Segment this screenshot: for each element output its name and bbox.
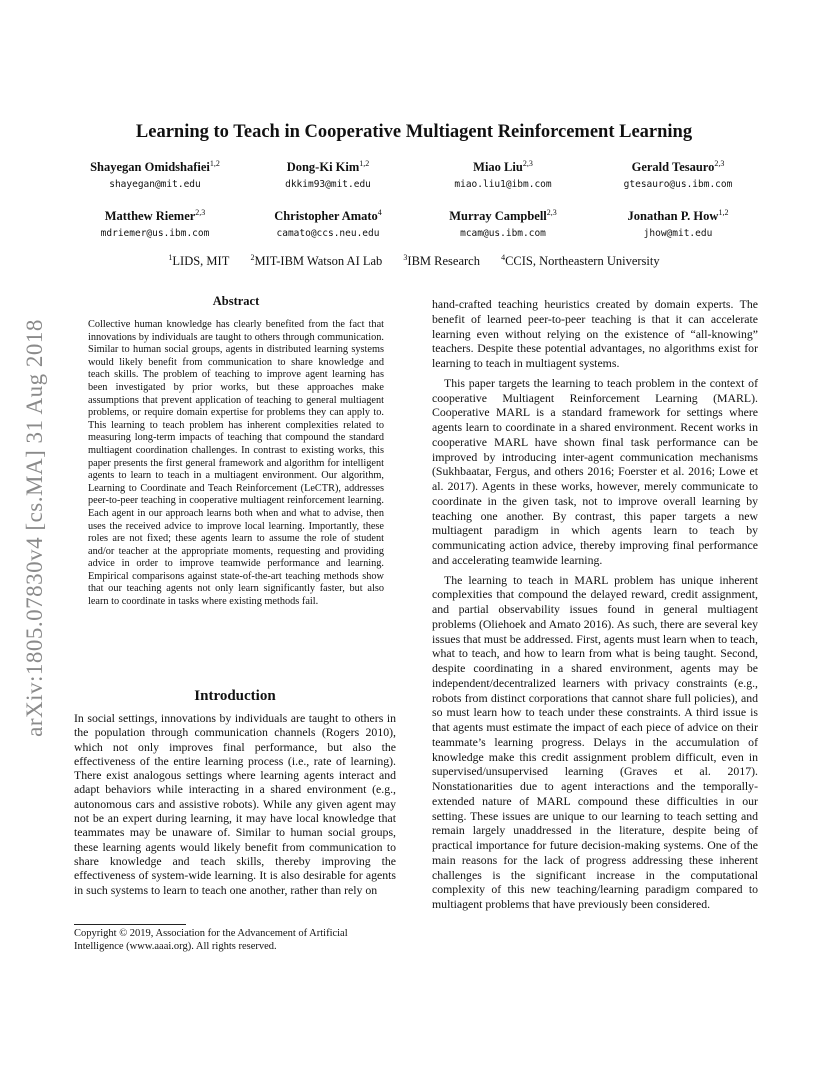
author-email: gtesauro@us.ibm.com <box>623 179 733 191</box>
author-block <box>70 204 240 242</box>
author-block <box>593 155 763 193</box>
footnote-divider <box>74 924 186 925</box>
author-block <box>593 204 763 242</box>
body-paragraph: The learning to teach in MARL problem has unique inherent complexities that compound the delayed reward, credit assignment, and partial observability issues found in general multiagent problems (Oliehoek and Amato 2016). As such, there are several key issues that must be addressed. First, agents must learn when to teach, what to teach, and how to learn from what is being taught. Second, despite coordinating in a shared environment, agents may be independent/decentralized learners with privacy constraints (e.g., robots from distinct corporations that cannot share full policies), and so must learn how to teach under these constraints. A third issue is that agents must estimate the impact of each piece of advice on their teammate’s learning progress. Delays in the accumulation of knowledge make this credit assignment problem difficult, even in supervised/unsupervised learning (Graves et al. 2017). Nonstationarities due to agent interactions and the temporally-extended nature of MARL compound these difficulties in our setting. These issues are unique to our learning to teach setting and remain largely unaddressed in the literature, despite being of practical importance for future decision-making systems. One of the main reasons for the lack of progress addressing these inherent challenges is the significant increase in the computational complexity of this new teaching/learning paradigm compared to multiagent problems that have previously been considered. <box>432 572 758 911</box>
author-name: Miao Liu$^{2,3}$ <box>473 159 533 175</box>
introduction-paragraph <box>74 711 396 897</box>
body-paragraph: This paper targets the learning to teach problem in the context of cooperative Multiagent Reinforcement Learning (MARL). Cooperative MARL is a standard framework for settings where agents learn to coordinate in a shared environment. Recent works in cooperative MARL have shown final task performance can be improved by introducing inter-agent communication mechanisms (Sukhbaatar, Fergus, and others 2016; Foerster et al. 2016; Lowe et al. 2017). Agents in these works, however, merely communicate to coordinate in the given task, not to improve overall learning by teaching one another. By contrast, this paper targets a new multiagent paradigm in which agents learn to teach by communicating action advice, thereby improving final performance and accelerating teamwide learning. <box>432 375 758 567</box>
affiliation: $^1$LIDS, MIT <box>168 253 230 269</box>
author-name: Shayegan Omidshafiei$^{1,2}$ <box>90 159 220 175</box>
abstract-text: Collective human knowledge has clearly benefited from the fact that innovations by individuals are taught to others through communication. Similar to human social groups, agents in distributed learning systems would likely benefit from communication to share knowledge and teach skills. The problem of teaching to improve agent learning has been investigated by prior works, but these approaches make assumptions that prevent application of teaching to general multiagent problems, or require domain expertise for problems they can apply to. This learning to teach problem has inherent complexities related to measuring long-term impacts of teaching that compound the standard multiagent coordination challenges. In contrast to existing works, this paper presents the first general framework and algorithm for intelligent agents to learn to teach in a multiagent environment. Our algorithm, Learning to Coordinate and Teach Reinforcement (LeCTR), addresses peer-to-peer teaching in cooperative multiagent reinforcement learning. Each agent in our approach learns both when and what to advise, then uses the received advice to improve local learning. Importantly, these roles are not fixed; these agents learn to assume the role of student and/or teacher at the appropriate moments, requesting and providing advice in order to improve teamwide performance and learning. Empirical comparisons against state-of-the-art teaching methods show that our teaching agents not only learn significantly faster, but also learn to coordinate in tasks where existing methods fail. <box>88 319 384 608</box>
introduction-heading: Introduction <box>194 688 276 704</box>
author-name: Jonathan P. How$^{1,2}$ <box>627 208 729 224</box>
author-name: Murray Campbell$^{2,3}$ <box>449 208 557 224</box>
paper-title: Learning to Teach in Cooperative Multiagent Reinforcement Learning <box>135 122 693 142</box>
affiliation: $^2$MIT-IBM Watson AI Lab <box>250 253 383 269</box>
author-name: Gerald Tesauro$^{2,3}$ <box>631 159 725 175</box>
copyright-footnote: Copyright © 2019, Association for the Advancement of Artificial Intelligence (www.aaai.org). All rights reserved. <box>74 928 348 952</box>
author-block <box>418 204 588 242</box>
author-name: Matthew Riemer$^{2,3}$ <box>104 208 206 224</box>
affiliations-line <box>0 253 828 269</box>
author-block <box>243 204 413 242</box>
author-name: Christopher Amato$^4$ <box>274 208 382 224</box>
arxiv-identifier-stamp <box>20 268 50 788</box>
author-email: shayegan@mit.edu <box>109 179 201 191</box>
author-block <box>70 155 240 193</box>
author-name: Dong-Ki Kim$^{1,2}$ <box>286 159 370 175</box>
body-paragraph: hand-crafted teaching heuristics created by domain experts. The benefit of learned peer-to-peer teaching is that it can accelerate learning even without relying on the existence of “all-knowing” teachers. Despite these potential advantages, no algorithms exist for learning to teach in multiagent systems. <box>432 297 758 370</box>
author-email: miao.liu1@ibm.com <box>454 179 552 191</box>
affiliation: $^4$CCIS, Northeastern University <box>501 253 660 269</box>
author-email: dkkim93@mit.edu <box>285 179 371 191</box>
author-block <box>243 155 413 193</box>
body-paragraph: In social settings, innovations by individuals are taught to others in the population through communication channels (Rogers 2010), which not only improves final performance, but also the effectiveness of the entire learning process (i.e., rate of learning). There exist analogous settings where learning agents interact and adapt behaviors while interacting in a shared environment (e.g., autonomous cars and assistive robots). While any given agent may not be an expert during learning, it may have local knowledge that teammates may be unaware of. Similar to human social groups, these learning agents would likely benefit from communication to share knowledge and teach skills, thereby improving the effectiveness of system-wide learning. It is also desirable for agents in such systems to learn to teach one another, rather than rely on <box>74 711 396 897</box>
author-email: mdriemer@us.ibm.com <box>100 228 210 240</box>
abstract-heading: Abstract <box>212 294 260 308</box>
author-email: mcam@us.ibm.com <box>460 228 546 240</box>
arxiv-identifier-text: arXiv:1805.07830v4 [cs.MA] 31 Aug 2018 <box>22 319 48 737</box>
author-email: camato@ccs.neu.edu <box>276 228 380 240</box>
affiliation: $^3$IBM Research <box>403 253 480 269</box>
author-email: jhow@mit.edu <box>643 228 713 240</box>
right-column <box>432 297 758 912</box>
author-block <box>418 155 588 193</box>
